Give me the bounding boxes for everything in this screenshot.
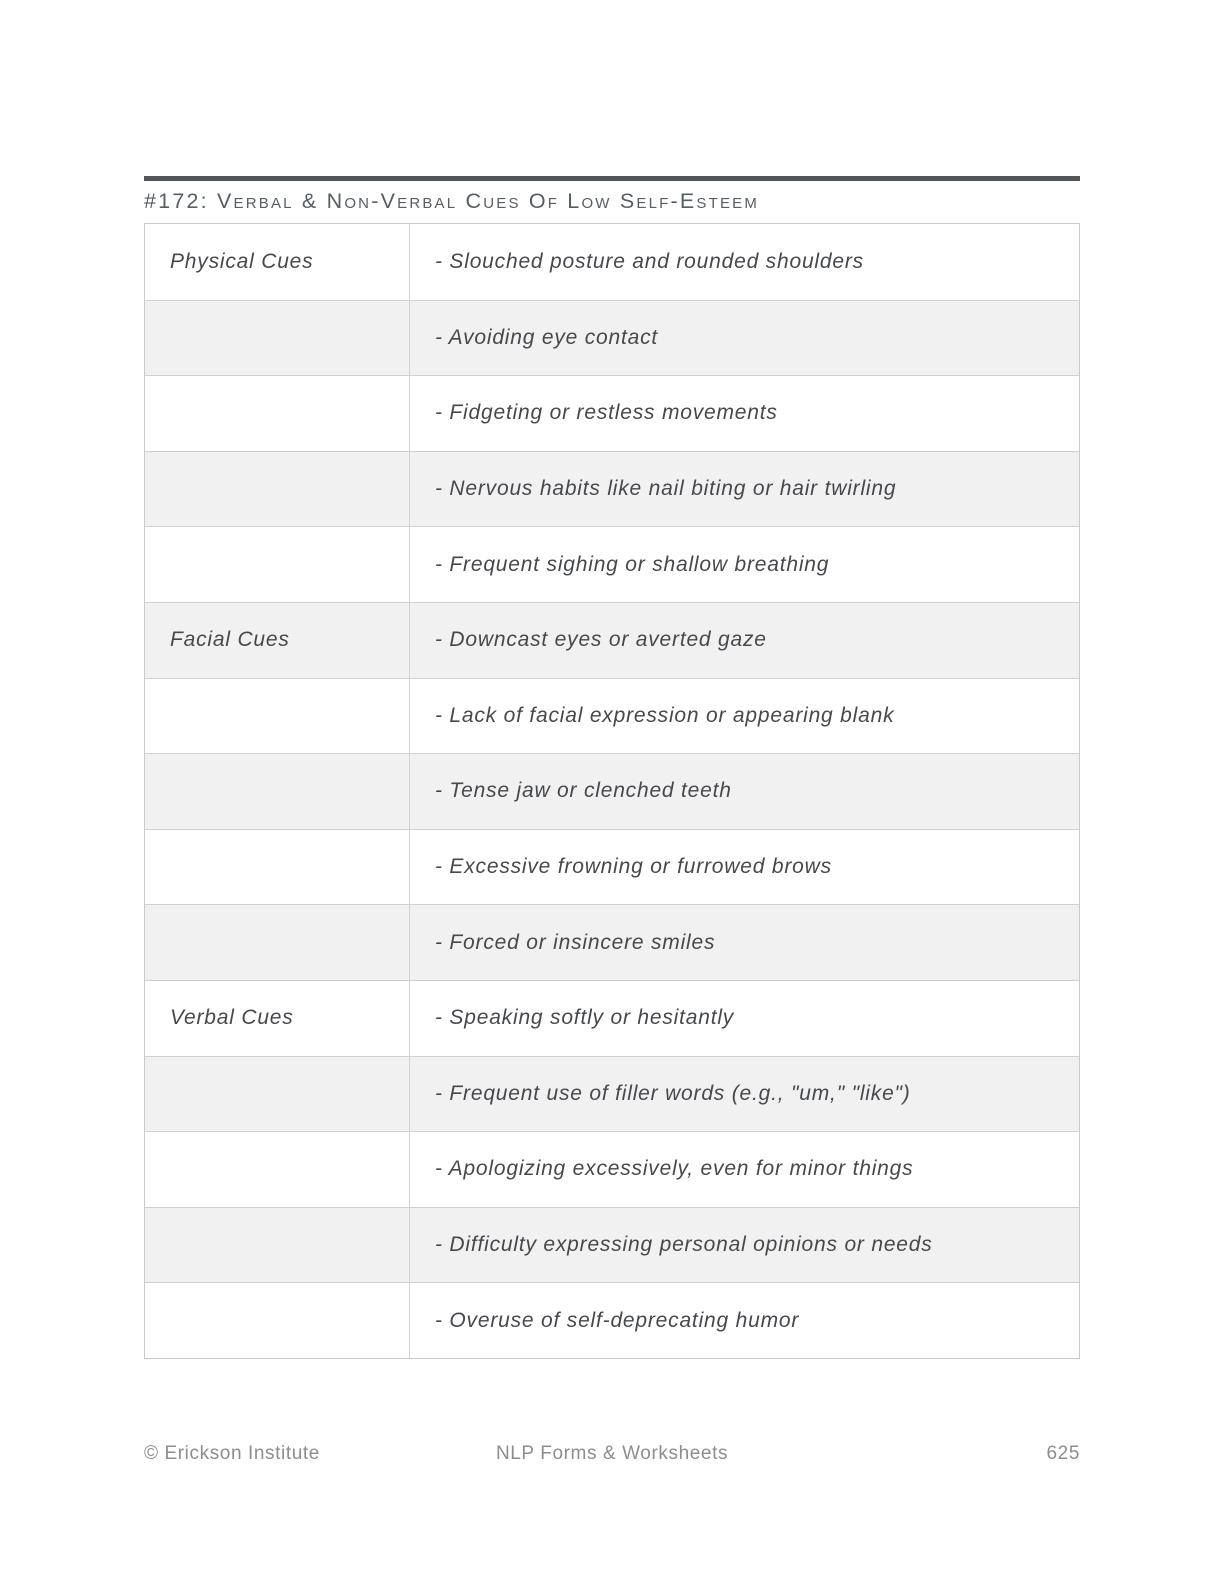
table-row	[145, 300, 1079, 376]
cue-cell: - Nervous habits like nail biting or hair twirling	[435, 477, 897, 501]
category-cell	[145, 1057, 410, 1132]
cue-cell: - Avoiding eye contact	[435, 325, 659, 349]
cue-cell: - Frequent sighing or shallow breathing	[435, 552, 830, 576]
cues-table	[144, 223, 1080, 1359]
cue-cell: - Difficulty expressing personal opinions or needs	[435, 1233, 933, 1257]
table-row	[145, 224, 1079, 300]
table-row	[145, 829, 1079, 905]
category-cell	[145, 301, 410, 376]
category-cell	[145, 830, 410, 905]
table-row	[145, 904, 1079, 980]
category-cell	[145, 754, 410, 829]
category-cell	[145, 1283, 410, 1358]
cue-cell: - Speaking softly or hesitantly	[435, 1006, 735, 1030]
cue-cell: - Excessive frowning or furrowed brows	[435, 855, 832, 879]
cue-cell: - Tense jaw or clenched teeth	[435, 779, 732, 803]
table-row	[145, 1056, 1079, 1132]
category-cell	[145, 452, 410, 527]
category-cell: Verbal Cues	[145, 981, 410, 1056]
footer-page-number: 625	[1046, 1442, 1080, 1464]
footer-copyright: © Erickson Institute	[144, 1442, 320, 1464]
table-row	[145, 753, 1079, 829]
table-row	[145, 1207, 1079, 1283]
category-cell	[145, 1208, 410, 1283]
table-row	[145, 1131, 1079, 1207]
cue-cell: - Lack of facial expression or appearing blank	[435, 703, 895, 727]
table-row	[145, 451, 1079, 527]
table-row	[145, 526, 1079, 602]
category-cell: Facial Cues	[145, 603, 410, 678]
table-row	[145, 678, 1079, 754]
category-cell	[145, 679, 410, 754]
table-row	[145, 602, 1079, 678]
cue-cell: - Forced or insincere smiles	[435, 930, 716, 954]
cue-cell: - Downcast eyes or averted gaze	[435, 628, 767, 652]
cue-cell: - Fidgeting or restless movements	[435, 401, 778, 425]
page-footer	[144, 1443, 1080, 1465]
cue-cell: - Frequent use of filler words (e.g., "um," "like")	[435, 1081, 911, 1105]
category-cell	[145, 527, 410, 602]
category-cell	[145, 1132, 410, 1207]
title-rule	[144, 176, 1080, 181]
page-title: #172: Verbal & Non-Verbal Cues Of Low Self-Esteem	[144, 189, 760, 213]
category-cell	[145, 376, 410, 451]
cue-cell: - Apologizing excessively, even for minor things	[435, 1157, 914, 1181]
table-row	[145, 375, 1079, 451]
document-page	[144, 0, 1080, 1465]
table-row	[145, 1282, 1079, 1358]
table-row	[145, 980, 1079, 1056]
category-cell	[145, 905, 410, 980]
cue-cell: - Slouched posture and rounded shoulders	[435, 249, 864, 273]
footer-book-title: NLP Forms & Worksheets	[495, 1442, 729, 1464]
cue-cell: - Overuse of self-deprecating humor	[435, 1308, 800, 1332]
category-cell: Physical Cues	[145, 224, 410, 300]
